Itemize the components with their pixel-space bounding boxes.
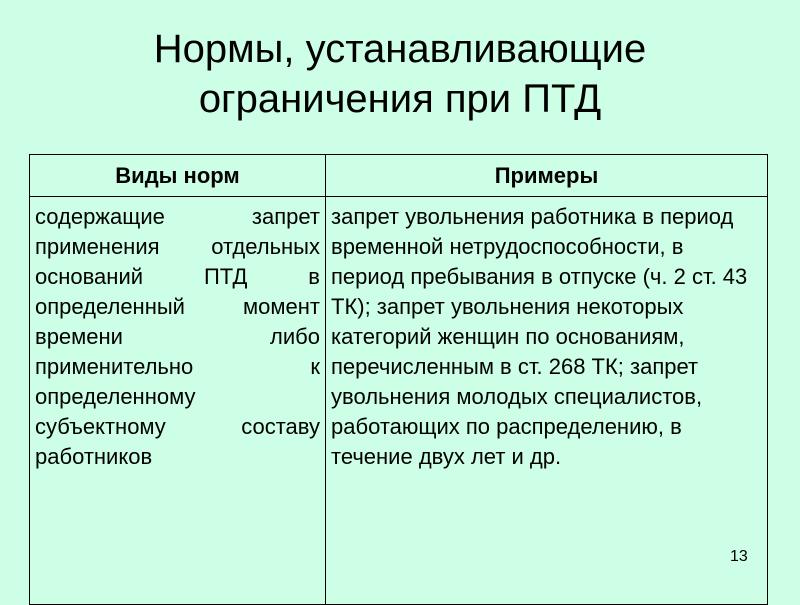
norm-example-cell: запрет увольнения работника в период временной нетрудоспособности, в период пребывания в отпуске (ч. 2 ст. 43 ТК); запрет увольнения некоторых категорий женщин по основаниям, перечисленным в ст. 268 ТК; запрет увольнения молодых специалистов, работающих по распределению, в течение двух лет и др. xyxy=(326,197,768,605)
table-row xyxy=(30,197,768,605)
slide-page-number: 13 xyxy=(730,548,748,565)
norm-type-cell: содержащие запрет применения отдельных оснований ПТД в определенный момент времени либо применительно к определенному субъектному составу работников xyxy=(30,197,326,605)
norms-table xyxy=(29,154,768,605)
slide-title-line-2: ограничения при ПТД xyxy=(198,77,602,121)
slide-title xyxy=(0,24,800,124)
table-header-row xyxy=(30,155,768,197)
column-header-types: Виды норм xyxy=(30,155,326,197)
slide-title-line-1: Нормы, устанавливающие xyxy=(153,27,647,71)
column-header-examples: Примеры xyxy=(326,155,768,197)
